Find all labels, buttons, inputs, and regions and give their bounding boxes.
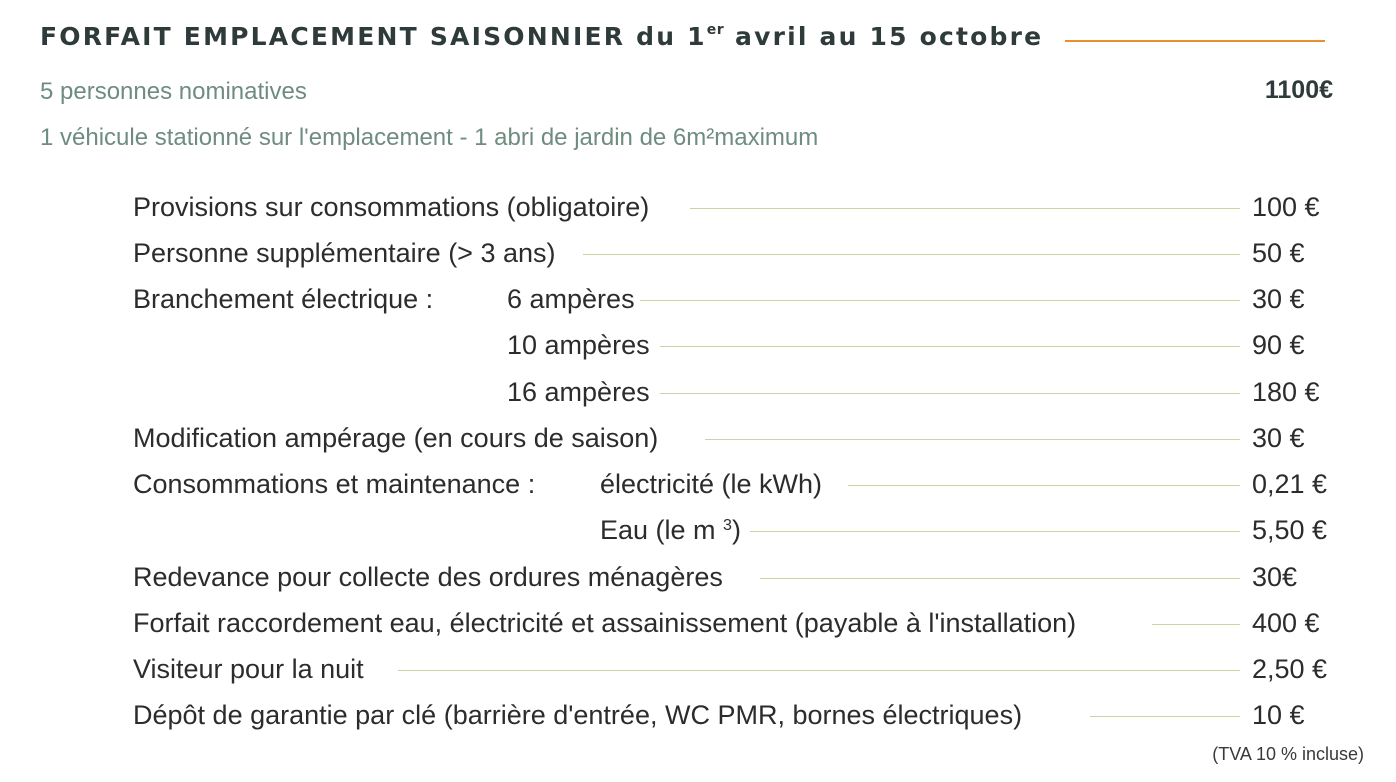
row-sublabel: 16 ampères	[507, 372, 650, 412]
leader-line	[398, 670, 1240, 671]
leader-line	[640, 300, 1240, 301]
title-main: FORFAIT EMPLACEMENT SAISONNIER du 1	[40, 22, 707, 51]
title-superscript: er	[706, 21, 725, 38]
row-value: 90 €	[1252, 330, 1305, 360]
leader-line	[660, 393, 1240, 394]
row-label: Consommations et maintenance :	[133, 464, 543, 504]
price-row	[0, 233, 1396, 273]
vat-note: (TVA 10 % incluse)	[1212, 744, 1364, 764]
leader-line	[705, 439, 1240, 440]
page-title	[40, 22, 1043, 51]
row-label: Dépôt de garantie par clé (barrière d'entrée, WC PMR, bornes électriques)	[133, 695, 1030, 735]
leader-line	[583, 254, 1240, 255]
row-value: 5,50 €	[1252, 515, 1328, 545]
row-value: 30€	[1252, 562, 1298, 592]
row-value: 100 €	[1252, 192, 1320, 222]
sublabel-post: )	[731, 515, 741, 545]
price-row	[0, 510, 1396, 550]
leader-line	[690, 208, 1240, 209]
price-row	[0, 464, 1396, 504]
sublabel-pre: Eau (le m	[600, 515, 724, 545]
price-row	[0, 603, 1396, 643]
price-row	[0, 187, 1396, 227]
row-value: 50 €	[1252, 238, 1305, 268]
leader-line	[760, 578, 1240, 579]
main-price: 1100€	[1264, 76, 1333, 104]
subtitle-persons: 5 personnes nominatives	[40, 78, 307, 105]
row-label: Provisions sur consommations (obligatoire)	[133, 187, 657, 227]
title-accent-line	[1065, 40, 1325, 42]
price-row	[0, 279, 1396, 319]
title-end: avril au 15 octobre	[724, 22, 1044, 51]
row-value: 10 €	[1252, 700, 1305, 730]
price-row	[0, 695, 1396, 735]
row-label: Forfait raccordement eau, électricité et assainissement (payable à l'installation)	[133, 603, 1084, 643]
row-sublabel: 10 ampères	[507, 325, 650, 365]
price-row	[0, 418, 1396, 458]
price-row	[0, 649, 1396, 689]
row-value: 0,21 €	[1252, 469, 1328, 499]
row-value: 2,50 €	[1252, 654, 1328, 684]
row-value: 180 €	[1252, 377, 1320, 407]
row-value: 30 €	[1252, 284, 1305, 314]
subtitle-vehicle: 1 véhicule stationné sur l'emplacement - 1 abri de jardin de 6m²maximum	[40, 124, 819, 151]
row-label: Redevance pour collecte des ordures ménagères	[133, 557, 731, 597]
row-value: 30 €	[1252, 423, 1305, 453]
price-row	[0, 557, 1396, 597]
price-row	[0, 325, 1396, 365]
row-label: Visiteur pour la nuit	[133, 649, 372, 689]
sublabel-exponent: 3	[723, 517, 732, 534]
leader-line	[660, 346, 1240, 347]
row-label: Branchement électrique :	[133, 279, 441, 319]
leader-line	[1152, 624, 1240, 625]
row-label: Personne supplémentaire (> 3 ans)	[133, 233, 564, 273]
row-value: 400 €	[1252, 608, 1320, 638]
row-sublabel: électricité (le kWh)	[600, 464, 830, 504]
price-row	[0, 372, 1396, 412]
leader-line	[1090, 716, 1240, 717]
row-sublabel: 6 ampères	[507, 279, 635, 319]
row-label: Modification ampérage (en cours de saison)	[133, 418, 666, 458]
row-sublabel	[600, 510, 749, 550]
leader-line	[848, 485, 1240, 486]
leader-line	[750, 531, 1240, 532]
